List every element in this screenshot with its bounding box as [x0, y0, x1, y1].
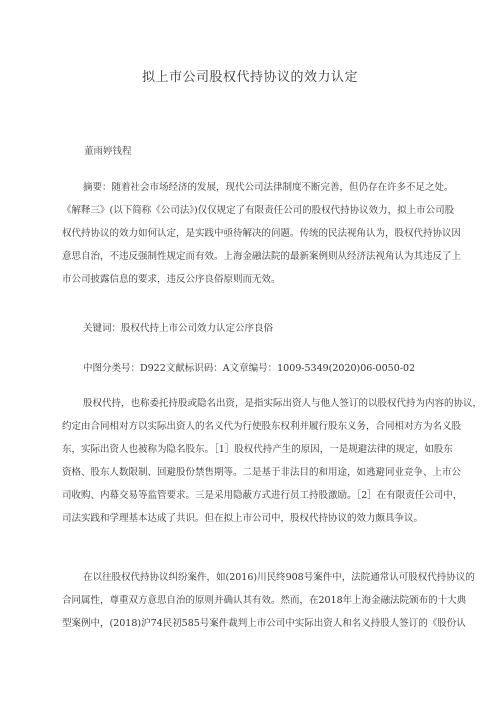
paragraph-line: 资格、股东人数限制、回避股份禁售期等。二是基于非法目的和用途，如逃避同业竞争、上市公: [62, 467, 462, 478]
paragraph-1: [62, 392, 483, 530]
paragraph-line: 型案例中，(2018)沪74民初585号案件裁判上市公司中实际出资人和名义持股人签订的《股份认: [62, 618, 466, 629]
paragraph-line: 司法实践和学理基本达成了共识。但在拟上市公司中，股权代持协议的效力颇具争议。: [62, 513, 424, 524]
abstract-line: 摘要：随着社会市场经济的发展，现代公司法律制度不断完善，但仍存在许多不足之处。: [83, 182, 454, 193]
abstract-line: 意思自治，不违反强制性规定而有效。上海金融法院的最新案例则从经济法视角认为其违反了上: [62, 251, 462, 262]
paragraph-line: 约定由合同相对方以实际出资人的名义代为行使股东权利并履行股东义务，合同相对方为名义股: [62, 421, 462, 432]
paragraph-2: [62, 566, 475, 635]
classification: [62, 357, 440, 380]
paragraph-line: 在以往股权代持协议纠纷案件，如(2016)川民终908号案件中，法院通常认可股权代持协议的: [83, 572, 475, 583]
paragraph-line: 合同属性，尊重双方意思自治的原则并确认其有效。然而，在2018年上海金融法院颁布的十大典: [62, 595, 467, 606]
abstract-line: 《解释三》(以下简称《公司法》)仅仅规定了有限责任公司的股权代持协议效力，拟上市公司股: [62, 205, 455, 216]
document-title: 拟上市公司股权代持协议的效力认定: [141, 70, 358, 85]
classification-line: 中图分类号：D922文献标识码：A文章编号：1009-5349(2020)06-0050-02: [83, 363, 416, 374]
keywords-line: 关键词：股权代持上市公司效力认定公序良俗: [83, 323, 274, 334]
abstract-line: 市公司披露信息的要求，违反公序良俗原则而无效。: [62, 274, 281, 285]
abstract-line: 权代持协议的效力如何认定，是实践中亟待解决的问题。传统的民法视角认为，股权代持协议因: [62, 228, 462, 239]
paragraph-line: 司收购、内幕交易等监管要求。三是采用隐蔽方式进行员工持股激励。［2］在有限责任公司中，: [62, 490, 463, 501]
paragraph-line: 股权代持，也称委托持股或隐名出资，是指实际出资人与他人签订的以股权代持为内容的协议，: [83, 398, 483, 409]
keywords: [62, 317, 440, 340]
paragraph-line: 东，实际出资人也被称为隐名股东。［1］股权代持产生的原因，一是规避法律的规定，如股东: [62, 444, 453, 455]
document-authors: 董雨婷钱程: [84, 146, 132, 157]
abstract: [62, 176, 462, 291]
